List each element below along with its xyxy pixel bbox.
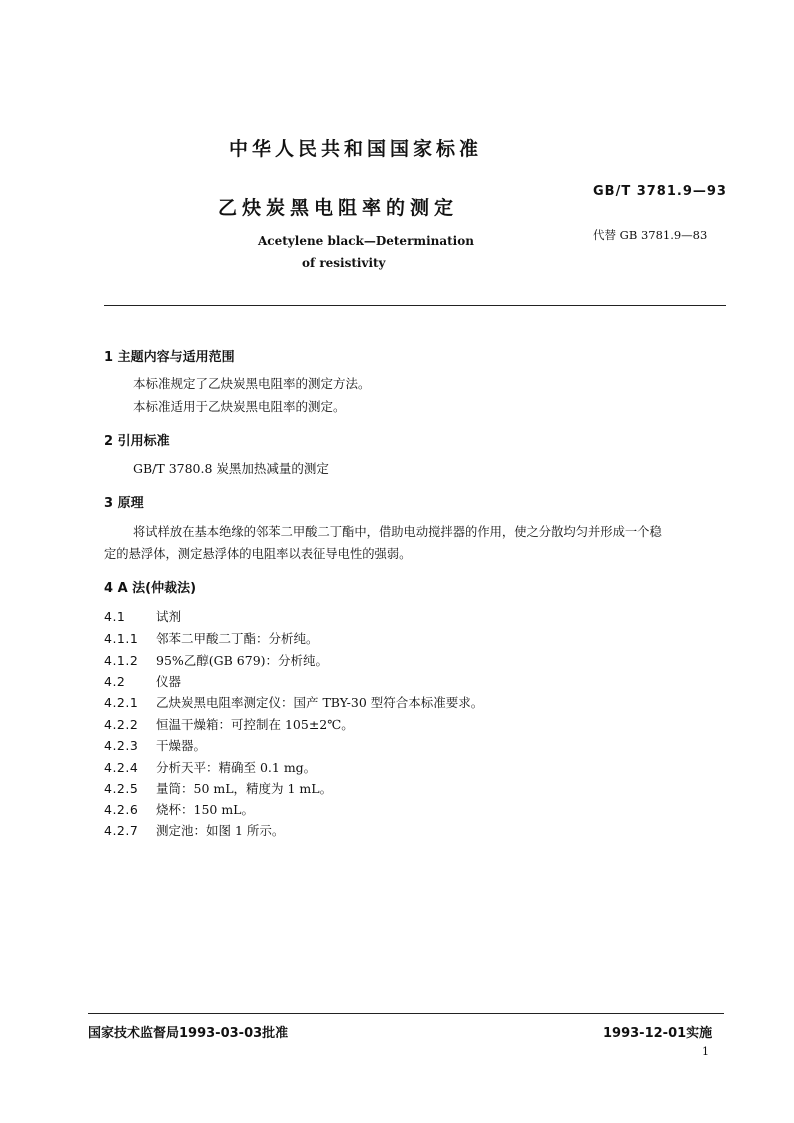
section-1-para-1: 本标准规定了乙炔炭黑电阻率的测定方法。 [133,376,371,391]
list-item [104,693,483,711]
item-text: 量筒：50 mL，精度为 1 mL。 [156,781,333,796]
item-number: 4.2.5 [104,781,139,796]
item-text: 邻苯二甲酸二丁酯：分析纯。 [156,631,319,646]
item-text: 干燥器。 [156,738,207,753]
item-number: 4.2.4 [104,760,139,775]
list-item [104,672,181,690]
section-2-reference: GB/T 3780.8 炭黑加热减量的测定 [133,461,329,476]
item-number: 4.2.1 [104,695,139,710]
list-item [104,607,181,625]
list-item [104,821,284,839]
effective-date: 1993-12-01实施 [603,1026,713,1041]
item-number: 4.2.2 [104,717,139,732]
item-text: 乙炔炭黑电阻率测定仪：国产 TBY-30 型符合本标准要求。 [156,695,484,710]
std-number: GB/T 3781.9—93 [593,184,727,199]
list-item [104,758,316,776]
list-item [104,715,354,733]
item-number: 4.2.7 [104,823,139,838]
list-item [104,629,319,647]
item-text: 试剂 [156,609,182,624]
item-number: 4.1.2 [104,653,139,668]
section-3-heading: 3 原理 [104,496,144,511]
section-3-line-1: 将试样放在基本绝缘的邻苯二甲酸二丁酯中，借助电动搅拌器的作用，使之分散均匀并形成一个稳 [133,525,662,539]
header-divider [104,305,726,306]
list-item [104,800,254,818]
replaces-note: 代替 GB 3781.9—83 [593,228,708,242]
section-1-para-2: 本标准适用于乙炔炭黑电阻率的测定。 [133,399,346,414]
item-number: 4.1 [104,609,126,624]
item-number: 4.2 [104,674,126,689]
item-number: 4.2.6 [104,802,139,817]
english-title-line2: of resistivity [302,256,386,270]
item-text: 仪器 [156,674,182,689]
list-item [104,736,206,754]
approval-line: 国家技术监督局1993-03-03批准 [88,1026,289,1041]
item-number: 4.1.1 [104,631,139,646]
list-item [104,779,332,797]
doc-title: 乙炔炭黑电阻率的测定 [218,197,459,219]
section-3-line-2: 定的悬浮体，测定悬浮体的电阻率以表征导电性的强弱。 [104,547,412,561]
item-text: 测定池：如图 1 所示。 [156,823,285,838]
org-title: 中华人民共和国国家标准 [229,138,483,160]
section-4-heading: 4 A 法(仲裁法) [104,581,197,596]
item-text: 95%乙醇(GB 679)：分析纯。 [156,653,329,668]
section-2-heading: 2 引用标准 [104,434,170,449]
page-number: 1 [702,1045,709,1058]
section-1-heading: 1 主题内容与适用范围 [104,350,235,365]
footer-divider [88,1013,724,1014]
english-title-line1: Acetylene black—Determination [258,234,474,248]
item-text: 分析天平：精确至 0.1 mg。 [156,760,317,775]
item-text: 恒温干燥箱：可控制在 105±2℃。 [156,717,354,732]
item-text: 烧杯：150 mL。 [156,802,254,817]
list-item [104,651,328,669]
item-number: 4.2.3 [104,738,139,753]
